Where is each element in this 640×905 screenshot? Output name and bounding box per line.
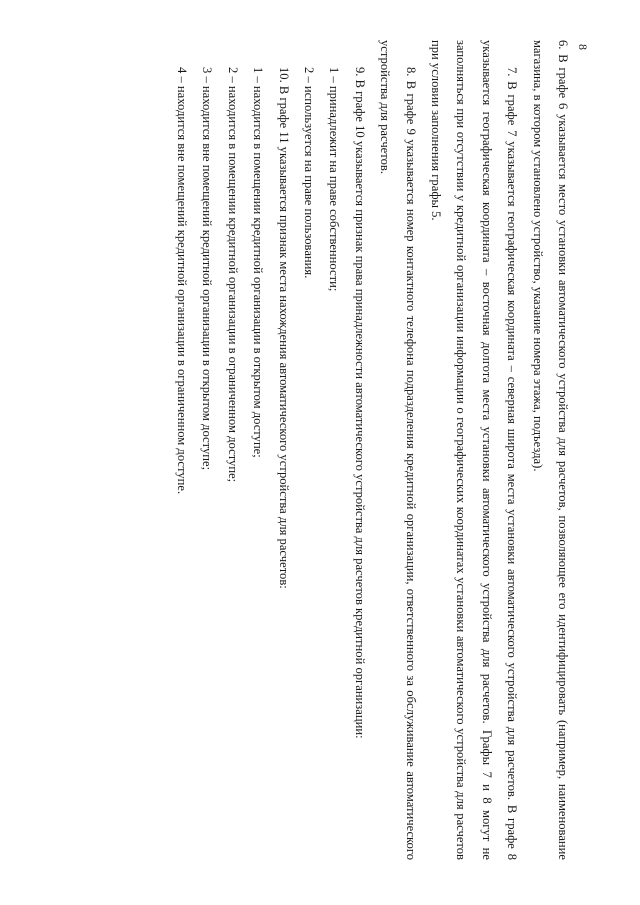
list-item-location-3: 3 – находится вне помещений кредитной организации в открытом доступе; xyxy=(200,67,215,471)
page-number: 8 xyxy=(576,44,590,50)
paragraph-8: 8. В графе 9 указывается номер контактного телефона подразделения кредитной организации, ответственного за обслуживание автоматического устройства для расчетов. xyxy=(378,40,418,860)
paragraph-10: 10. В графе 11 указывается признак места нахождения автоматического устройства для расчетов: xyxy=(276,67,291,589)
list-item-location-4: 4 – находится вне помещений кредитной организации в ограниченном доступе. xyxy=(174,67,189,495)
paragraph-9: 9. В графе 10 указывается признак права принадлежности автоматического устройства для расчетов кредитной организации: xyxy=(352,67,367,739)
document-body xyxy=(169,40,576,860)
list-item-ownership-2: 2 – используется на праве пользования. xyxy=(301,67,316,279)
paragraph-7: 7. В графе 7 указывается географическая координата – северная широта места установки автоматического устройства для расчетов. В графе 8 указывается географическая координата – восточная долгота места установки автоматического устройства для расчетов. Графы 7 и 8 могут не заполняться при отсутствии у кредитной организации информации о географических координатах установки автоматического устройства для расчетов при условии заполнения графы 5. xyxy=(428,40,520,860)
list-item-location-1: 1 – находится в помещении кредитной организации в открытом доступе; xyxy=(251,67,266,458)
list-item-ownership-1: 1 – принадлежит на праве собственности; xyxy=(327,67,342,292)
paragraph-6: 6. В графе 6 указывается место установки автоматического устройства для расчетов, позволяющее его идентифицировать (например, наименование магазина, в котором установлено устройство, указание номера этажа, подъезда). xyxy=(530,40,570,860)
list-item-location-2: 2 – находится в помещении кредитной организации в ограниченном доступе; xyxy=(225,67,240,483)
